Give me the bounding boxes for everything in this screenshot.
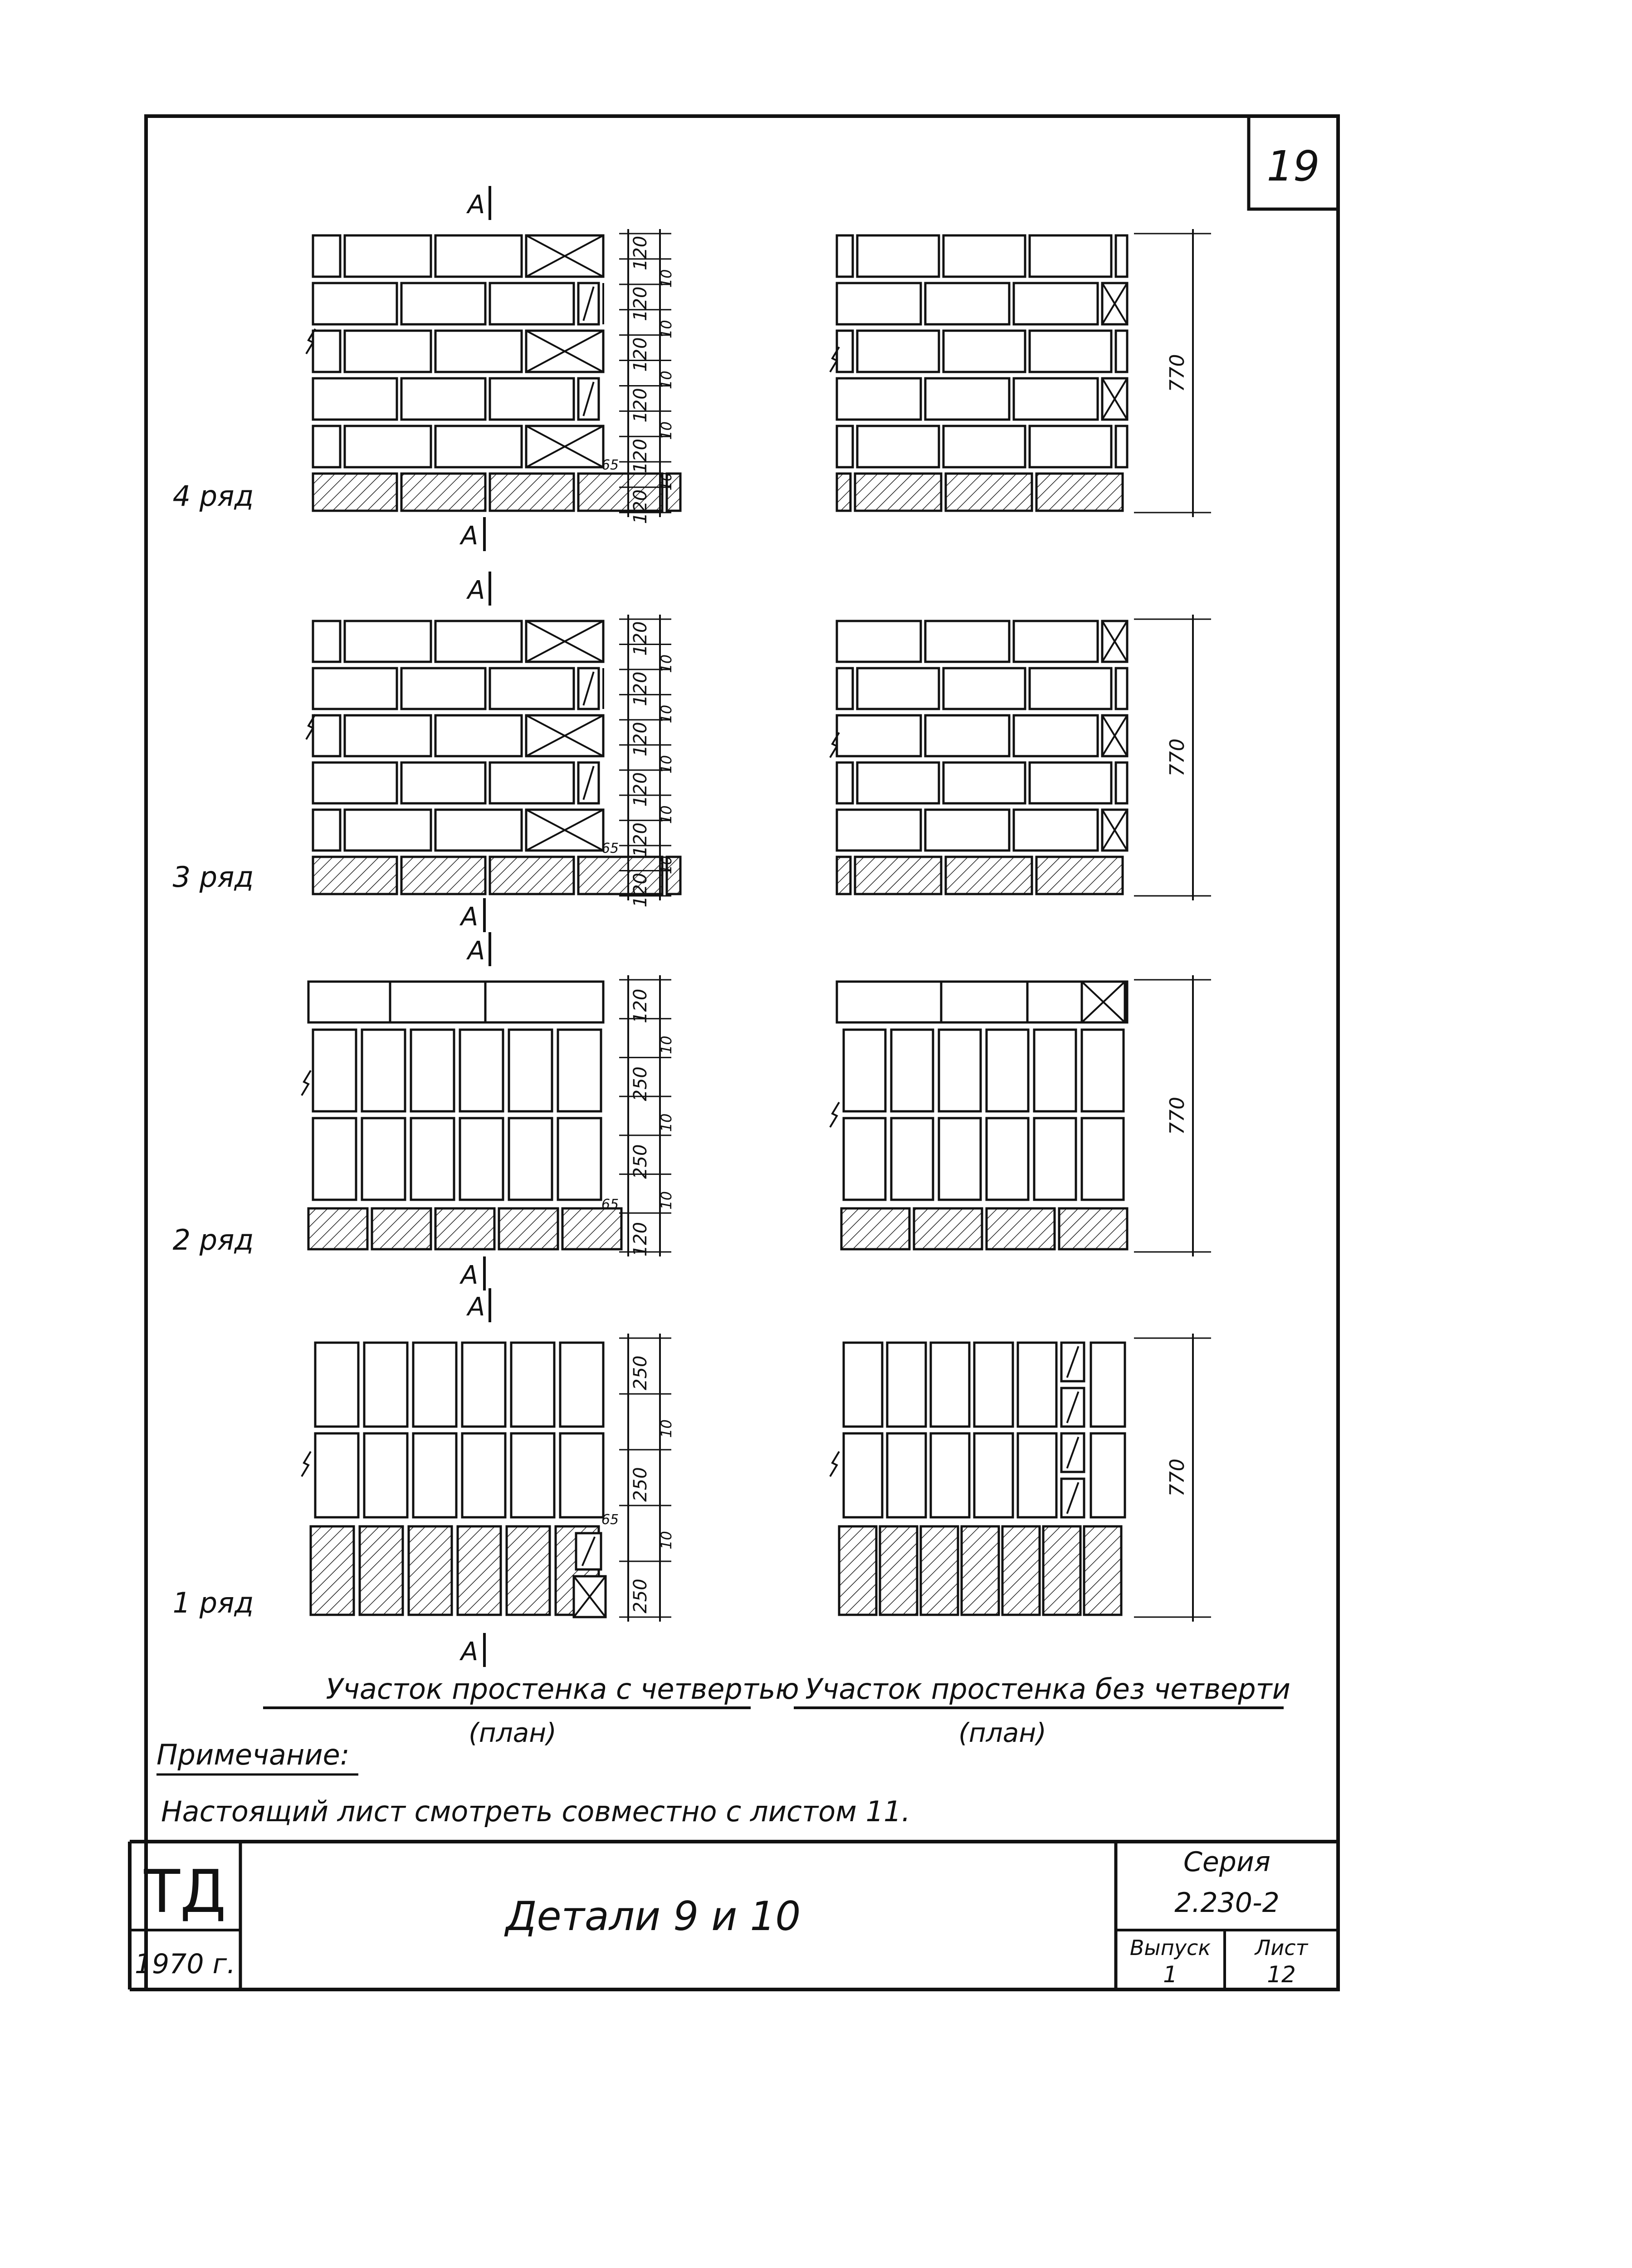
brick	[511, 1343, 554, 1427]
brick	[1034, 1118, 1076, 1200]
brick	[891, 1030, 933, 1111]
brick	[931, 1343, 969, 1427]
issue-label: Выпуск	[1129, 1936, 1211, 1960]
brick	[1014, 621, 1098, 662]
section-mark-top: A	[467, 576, 485, 605]
brick	[313, 1030, 356, 1111]
brick	[855, 857, 941, 894]
brick	[857, 331, 939, 372]
brick	[962, 1526, 999, 1615]
brick	[1030, 235, 1111, 277]
brick	[1116, 763, 1127, 803]
brick	[1030, 331, 1111, 372]
brick	[1116, 668, 1127, 709]
brick	[1002, 1526, 1040, 1615]
dimension-value: 10	[658, 371, 675, 389]
brick	[1018, 1343, 1056, 1427]
dimension-value: 120	[630, 621, 651, 656]
section-mark-bottom: A	[460, 521, 479, 551]
brick	[462, 1343, 505, 1427]
dimension-value: 120	[630, 439, 651, 474]
dimension-value: 10	[658, 654, 675, 673]
right-dimension	[1134, 229, 1211, 517]
brick	[311, 1526, 354, 1615]
brick	[345, 235, 431, 277]
brick	[411, 1030, 454, 1111]
brick	[313, 378, 397, 420]
right-dimension	[1134, 615, 1211, 900]
brick	[313, 857, 397, 894]
brick	[435, 810, 522, 850]
brick	[490, 763, 574, 803]
brick	[490, 668, 574, 709]
dimension-value: 250	[630, 1579, 651, 1613]
dimension-value: 10	[658, 421, 675, 440]
brick	[313, 1118, 356, 1200]
brick	[413, 1343, 456, 1427]
dimension-value: 10	[658, 1191, 675, 1210]
brick	[839, 1526, 876, 1615]
dimension-value: 120	[630, 489, 651, 524]
brick	[413, 1433, 456, 1517]
issue-value: 1	[1163, 1961, 1178, 1988]
dimension-value: 10	[658, 320, 675, 339]
brick	[837, 283, 921, 324]
brick	[857, 668, 939, 709]
left-wall	[302, 982, 621, 1249]
year-label: 1970 г.	[134, 1948, 236, 1980]
brick	[925, 283, 1009, 324]
brick	[313, 715, 340, 756]
left-wall	[306, 235, 680, 511]
right-caption-title: Участок простенка без четверти	[805, 1672, 1290, 1706]
captions	[263, 1672, 1290, 1748]
brick	[1036, 474, 1123, 511]
left-caption-sub: (план)	[469, 1717, 557, 1748]
dimension-value: 250	[630, 1355, 651, 1390]
section-mark-bottom: A	[460, 902, 479, 932]
brick	[1091, 1343, 1125, 1427]
dimension-value: 120	[630, 235, 651, 271]
masonry-drawings	[173, 186, 1211, 1667]
quarter-dimension: 65	[601, 841, 619, 856]
brick	[1030, 668, 1111, 709]
dimension-value: 120	[630, 388, 651, 423]
brick	[345, 810, 431, 850]
brick	[401, 857, 485, 894]
note-heading: Примечание:	[156, 1738, 350, 1771]
series-value: 2.230-2	[1174, 1887, 1280, 1919]
brick	[837, 474, 850, 511]
dimension-value: 250	[630, 1467, 651, 1502]
dimension-value: 120	[630, 722, 651, 757]
brick	[558, 1030, 601, 1111]
brick	[1030, 763, 1111, 803]
note-text: Настоящий лист смотреть совместно с листом 11.	[161, 1795, 911, 1828]
brick	[921, 1526, 958, 1615]
brick	[315, 1343, 358, 1427]
brick	[887, 1433, 926, 1517]
break-line	[830, 1102, 839, 1127]
brick	[345, 621, 431, 662]
brick	[837, 331, 853, 372]
right-wall	[830, 621, 1127, 894]
brick	[308, 1208, 367, 1249]
brick	[360, 1526, 403, 1615]
brick	[364, 1343, 407, 1427]
brick	[490, 378, 574, 420]
total-dimension: 770	[1166, 354, 1189, 392]
dimension-value: 120	[630, 822, 651, 857]
brick	[362, 1030, 405, 1111]
brick	[1043, 1526, 1080, 1615]
brick	[974, 1433, 1013, 1517]
dimension-value: 10	[658, 855, 675, 875]
brick	[837, 378, 921, 420]
brick	[931, 1433, 969, 1517]
total-dimension: 770	[1166, 1458, 1189, 1497]
sheet-label: Лист	[1255, 1936, 1308, 1960]
brick	[1082, 1118, 1124, 1200]
brick	[458, 1526, 501, 1615]
left-caption-title: Участок простенка с четвертью	[326, 1672, 799, 1706]
brick	[943, 763, 1025, 803]
brick	[313, 763, 397, 803]
brick	[435, 235, 522, 277]
brick	[511, 1433, 554, 1517]
row-label: 4 ряд	[172, 479, 254, 513]
dimension-value: 10	[658, 1531, 675, 1549]
brick	[490, 474, 574, 511]
dimension-value: 120	[630, 671, 651, 706]
brick	[925, 810, 1009, 850]
brick	[345, 715, 431, 756]
brick	[925, 378, 1009, 420]
brick	[1014, 378, 1098, 420]
dimension-value: 10	[658, 472, 675, 491]
total-dimension: 770	[1166, 1097, 1189, 1135]
brick	[460, 1118, 503, 1200]
row-group	[173, 186, 1211, 551]
dimension-value: 10	[658, 1036, 675, 1054]
brick	[987, 1208, 1055, 1249]
organization-logo: ТД	[144, 1857, 226, 1926]
brick	[509, 1030, 552, 1111]
dimension-value: 10	[658, 805, 675, 824]
section-mark-top: A	[467, 936, 485, 966]
brick	[987, 1030, 1028, 1111]
brick	[362, 1118, 405, 1200]
brick	[1014, 283, 1098, 324]
brick	[943, 426, 1025, 467]
dimension-value: 120	[630, 988, 651, 1024]
brick	[313, 331, 340, 372]
brick	[509, 1118, 552, 1200]
dimension-value: 120	[630, 1222, 651, 1257]
brick	[837, 857, 850, 894]
brick	[844, 1343, 882, 1427]
brick	[891, 1118, 933, 1200]
brick	[914, 1208, 982, 1249]
brick	[837, 235, 853, 277]
brick	[499, 1208, 558, 1249]
quarter-dimension: 65	[601, 1512, 619, 1528]
brick	[939, 1118, 981, 1200]
brick	[1116, 426, 1127, 467]
brick	[857, 235, 939, 277]
brick	[1059, 1208, 1127, 1249]
brick	[1084, 1526, 1121, 1615]
brick	[1014, 810, 1098, 850]
dimension-value: 10	[658, 755, 675, 774]
section-mark-top: A	[467, 190, 485, 220]
brick	[315, 1433, 358, 1517]
sheet-number: 19	[1266, 142, 1320, 191]
dimension-value: 250	[630, 1066, 651, 1101]
brick	[925, 715, 1009, 756]
dimension-value: 120	[630, 772, 651, 807]
section-mark-bottom: A	[460, 1261, 479, 1290]
brick	[313, 668, 397, 709]
dimension-value: 10	[658, 1113, 675, 1132]
brick	[435, 426, 522, 467]
row-label: 2 ряд	[172, 1223, 254, 1256]
row-group	[173, 1288, 1211, 1667]
brick	[855, 474, 941, 511]
left-wall	[302, 1343, 606, 1617]
brick	[364, 1433, 407, 1517]
brick	[409, 1526, 452, 1615]
total-dimension: 770	[1166, 738, 1189, 777]
row-label: 1 ряд	[172, 1586, 254, 1619]
brick	[401, 668, 485, 709]
brick	[943, 235, 1025, 277]
brick	[313, 235, 340, 277]
dimension-value: 10	[658, 1419, 675, 1438]
dimension-value: 120	[630, 286, 651, 321]
brick	[943, 331, 1025, 372]
row-group	[173, 572, 1211, 932]
brick	[946, 857, 1032, 894]
right-wall	[830, 235, 1127, 511]
right-dimension	[1134, 975, 1211, 1256]
brick	[844, 1118, 885, 1200]
section-mark-top: A	[467, 1292, 485, 1322]
brick	[1091, 1433, 1125, 1517]
brick	[887, 1343, 926, 1427]
brick	[837, 426, 853, 467]
brick	[313, 810, 340, 850]
dimension-value: 250	[630, 1144, 651, 1179]
brick	[857, 763, 939, 803]
brick	[987, 1118, 1028, 1200]
brick	[1014, 715, 1098, 756]
brick	[401, 763, 485, 803]
brick	[313, 283, 397, 324]
left-dimensions	[601, 1334, 675, 1622]
right-dimension	[1134, 1334, 1211, 1622]
brick	[1082, 1030, 1124, 1111]
brick	[939, 1030, 981, 1111]
dimension-value: 120	[630, 337, 651, 372]
brick	[435, 621, 522, 662]
brick	[943, 668, 1025, 709]
brick	[837, 715, 921, 756]
brick	[1018, 1433, 1056, 1517]
brick	[435, 1208, 494, 1249]
brick	[837, 621, 921, 662]
drawing-title: Детали 9 и 10	[505, 1893, 801, 1940]
brick	[1034, 1030, 1076, 1111]
break-line	[302, 1452, 311, 1476]
right-wall	[830, 982, 1127, 1249]
row-group	[173, 932, 1211, 1290]
break-line	[830, 1452, 839, 1476]
brick	[1036, 857, 1123, 894]
brick	[372, 1208, 431, 1249]
brick	[925, 621, 1009, 662]
brick	[837, 810, 921, 850]
row-label: 3 ряд	[172, 860, 254, 894]
brick	[490, 857, 574, 894]
brick	[345, 331, 431, 372]
dimension-value: 10	[658, 269, 675, 288]
brick	[313, 426, 340, 467]
brick	[313, 621, 340, 662]
brick	[401, 474, 485, 511]
brick	[844, 1433, 882, 1517]
left-wall	[306, 621, 680, 894]
brick	[558, 1118, 601, 1200]
brick	[460, 1030, 503, 1111]
right-caption-sub: (план)	[958, 1717, 1046, 1748]
brick	[837, 668, 853, 709]
brick	[401, 378, 485, 420]
right-wall	[830, 1343, 1125, 1615]
quarter-dimension: 65	[601, 1197, 619, 1212]
section-mark-bottom: A	[460, 1637, 479, 1667]
brick	[435, 715, 522, 756]
dimension-value: 120	[630, 873, 651, 908]
note	[156, 1738, 910, 1828]
brick	[1116, 331, 1127, 372]
brick	[560, 1433, 603, 1517]
brick	[560, 1343, 603, 1427]
brick	[462, 1433, 505, 1517]
brick	[345, 426, 431, 467]
brick	[844, 1030, 885, 1111]
brick	[401, 283, 485, 324]
quarter-dimension: 65	[601, 457, 619, 473]
brick	[880, 1526, 917, 1615]
sheet-value: 12	[1267, 1961, 1296, 1988]
brick	[490, 283, 574, 324]
brick	[313, 474, 397, 511]
brick	[837, 763, 853, 803]
brick	[507, 1526, 550, 1615]
brick	[1116, 235, 1127, 277]
brick	[946, 474, 1032, 511]
series-label: Серия	[1183, 1846, 1270, 1878]
brick	[435, 331, 522, 372]
brick	[857, 426, 939, 467]
brick	[562, 1208, 621, 1249]
brick	[308, 982, 603, 1022]
brick	[1030, 426, 1111, 467]
brick	[411, 1118, 454, 1200]
break-line	[302, 1070, 311, 1095]
dimension-value: 10	[658, 704, 675, 723]
brick	[974, 1343, 1013, 1427]
brick	[841, 1208, 909, 1249]
